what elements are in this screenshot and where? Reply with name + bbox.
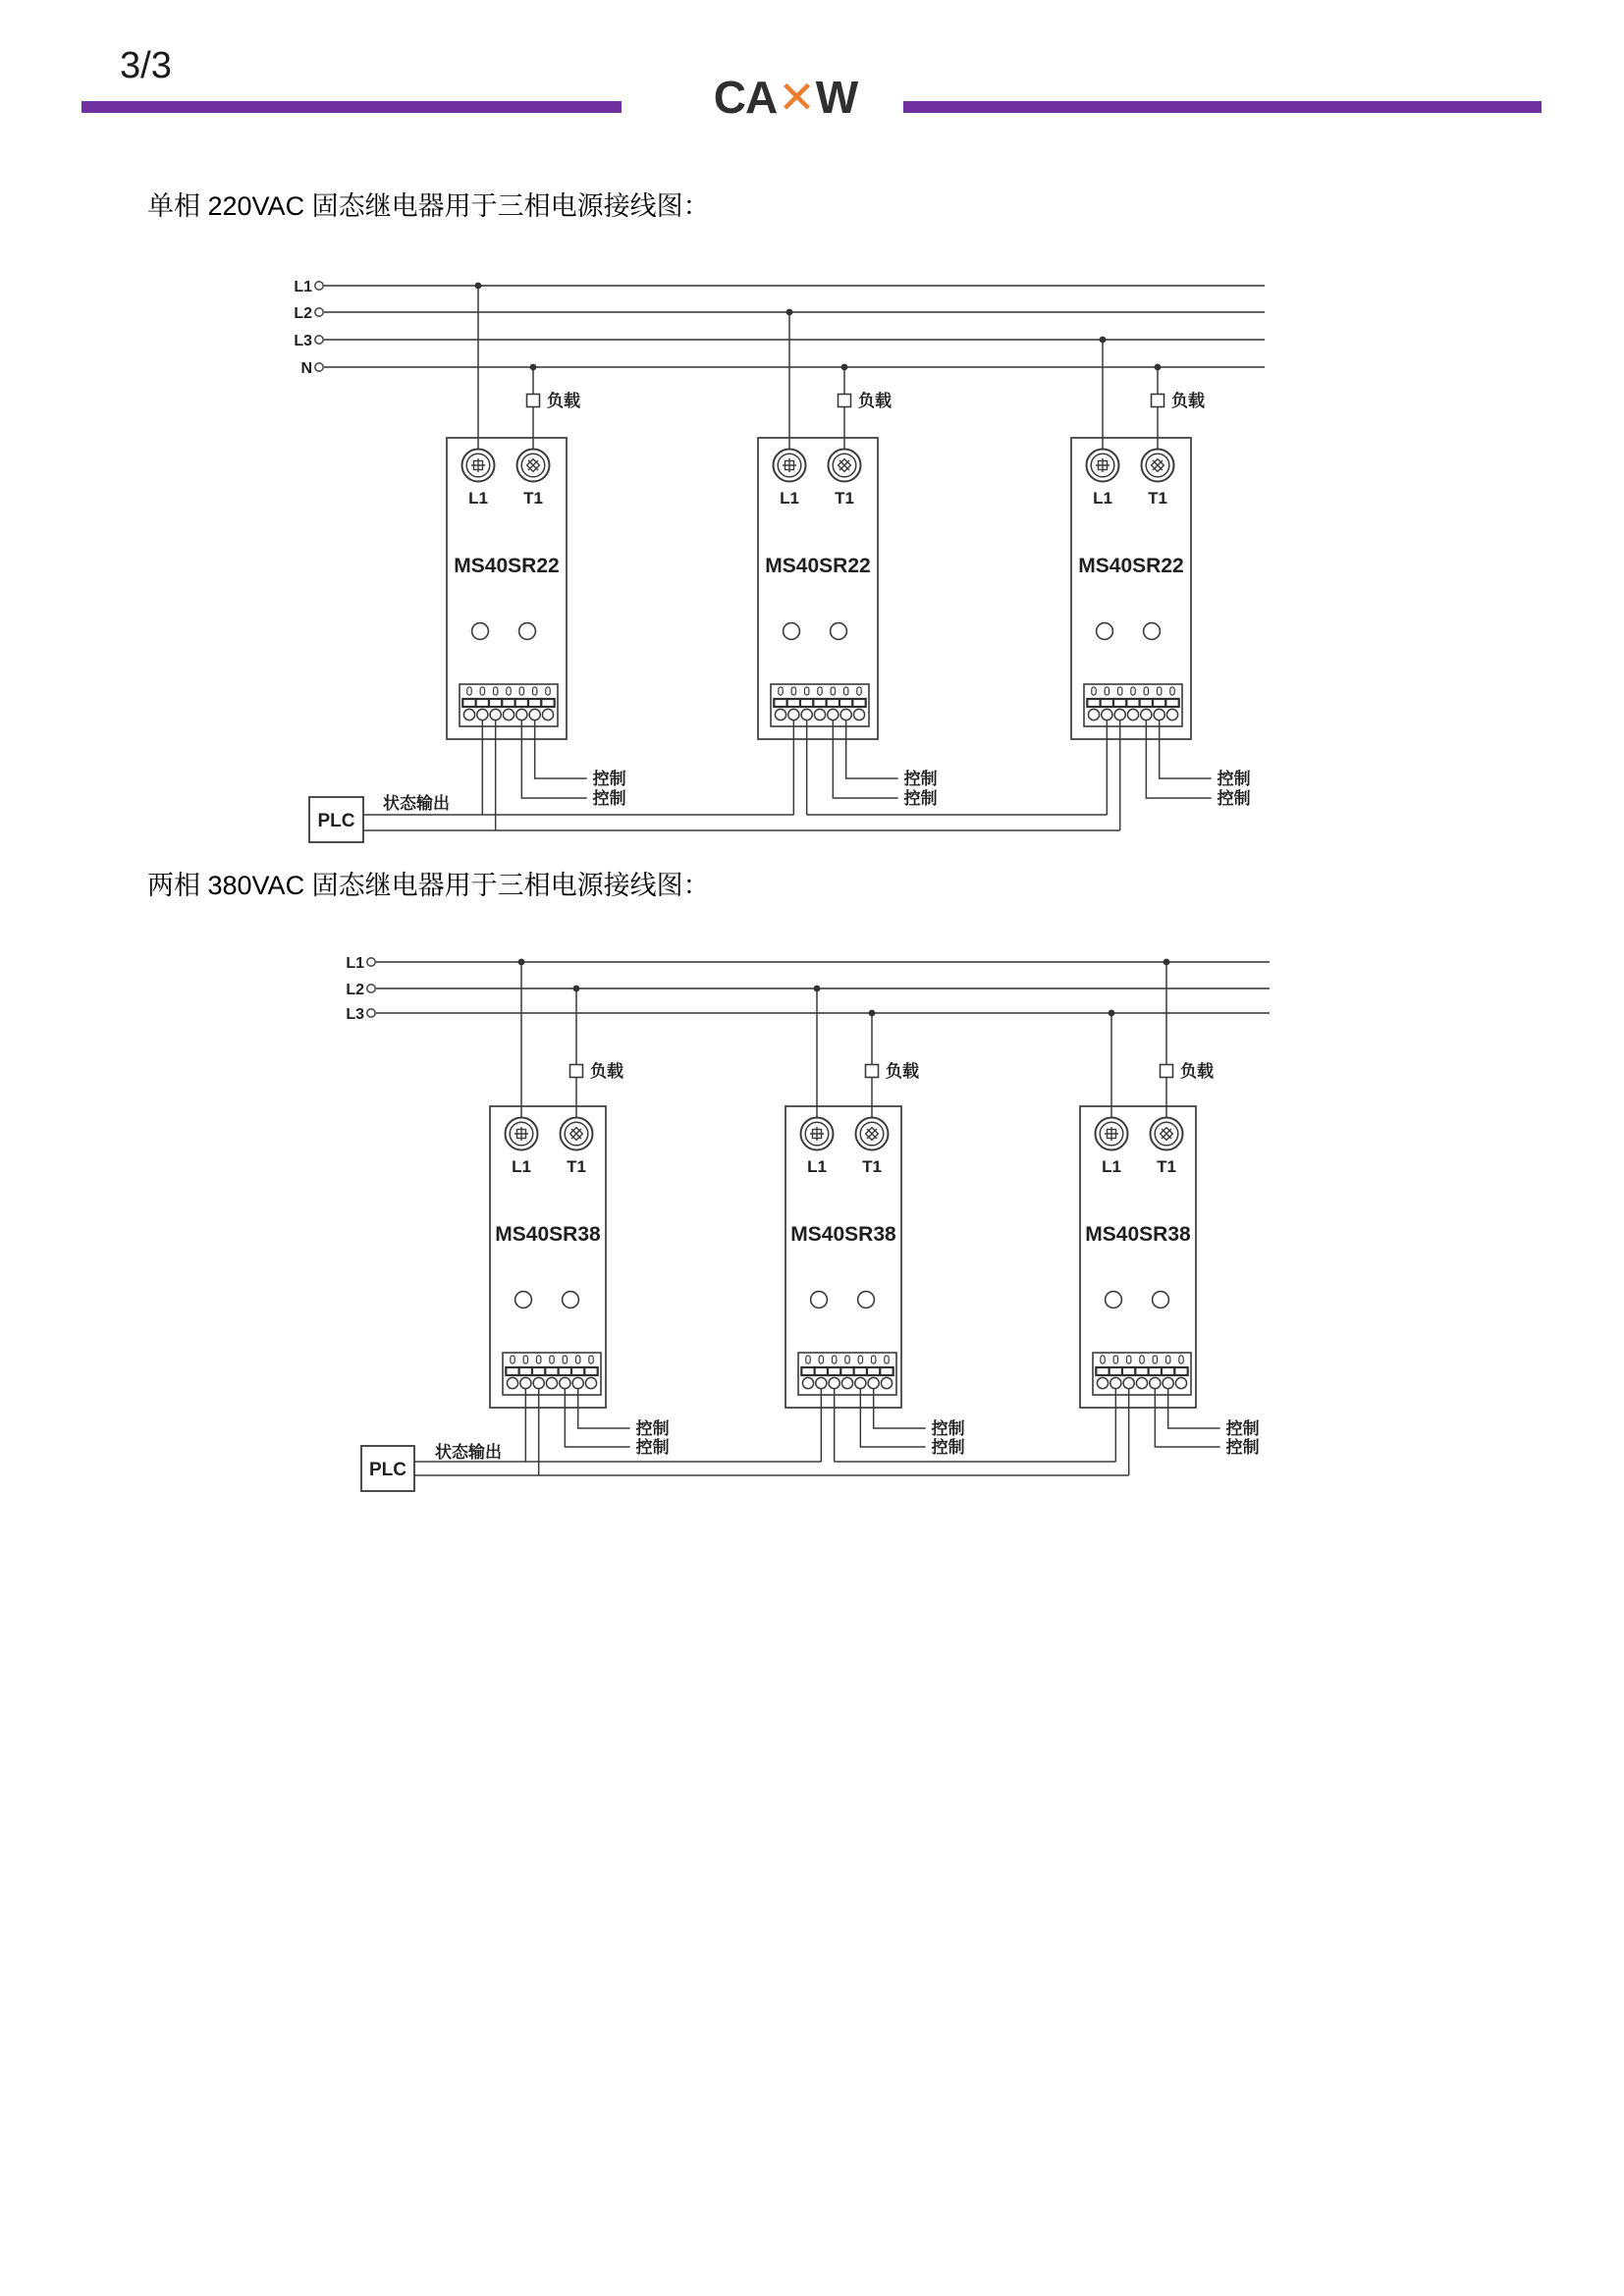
terminal-block-pin — [1117, 687, 1121, 695]
led-indicator-icon — [515, 1292, 532, 1308]
terminal-block-clamp — [854, 1367, 867, 1375]
control-label: 控制 — [903, 789, 938, 808]
terminal-block-hole — [1136, 1377, 1147, 1388]
control-label: 控制 — [1225, 1419, 1260, 1438]
led-indicator-icon — [784, 623, 800, 640]
terminal-block-hole — [1088, 709, 1099, 720]
terminal-label-t1: T1 — [567, 1157, 586, 1176]
bus-label: L1 — [294, 279, 312, 295]
terminal-block-hole — [1127, 709, 1138, 720]
tap-junction-dot — [530, 364, 537, 371]
terminal-block-pin — [575, 1356, 579, 1363]
terminal-block-hole — [520, 1377, 531, 1388]
bus-terminal-circle — [367, 985, 375, 992]
plc-label: PLC — [369, 1460, 406, 1480]
page-number: 3/3 — [120, 45, 172, 86]
screw-terminal-l1-icon — [1096, 1118, 1128, 1150]
terminal-block-clamp — [545, 1367, 558, 1375]
screw-terminal-t1-icon — [829, 450, 861, 482]
terminal-block-clamp — [1110, 1367, 1122, 1375]
terminal-block-pin — [843, 687, 847, 695]
terminal-block-hole — [802, 1377, 813, 1388]
terminal-block-hole — [585, 1377, 596, 1388]
terminal-block-pin — [532, 687, 536, 695]
terminal-block-hole — [868, 1377, 879, 1388]
terminal-label-t1: T1 — [862, 1157, 882, 1176]
screw-terminal-t1-icon — [1142, 450, 1174, 482]
screw-terminal-l1-icon — [774, 450, 806, 482]
terminal-block-clamp — [462, 699, 475, 707]
terminal-block-pin — [791, 687, 795, 695]
terminal-block-pin — [1165, 1356, 1169, 1363]
terminal-block-hole — [529, 709, 540, 720]
terminal-block-pin — [845, 1356, 849, 1363]
terminal-block-hole — [1150, 1377, 1161, 1388]
terminal-block-hole — [841, 1377, 852, 1388]
tap-junction-dot — [1155, 364, 1162, 371]
led-indicator-icon — [1144, 623, 1161, 640]
tap-junction-dot — [814, 986, 821, 992]
terminal-block-pin — [1101, 1356, 1105, 1363]
terminal-block-pin — [1092, 687, 1096, 695]
control-label: 控制 — [635, 1438, 670, 1457]
load-label: 负载 — [858, 392, 892, 410]
control-label: 控制 — [592, 789, 626, 808]
load-square-icon — [1161, 1065, 1173, 1078]
terminal-block-pin — [1126, 1356, 1130, 1363]
terminal-block-hole — [463, 709, 474, 720]
terminal-block-clamp — [800, 699, 813, 707]
terminal-block-hole — [1102, 709, 1112, 720]
terminal-block-pin — [831, 687, 835, 695]
terminal-block-pin — [480, 687, 484, 695]
led-indicator-icon — [1153, 1292, 1169, 1308]
terminal-block-hole — [788, 709, 799, 720]
terminal-block-hole — [1154, 709, 1164, 720]
control-label: 控制 — [592, 770, 626, 788]
logo-text-ca: CA — [713, 72, 778, 123]
terminal-block-hole — [572, 1377, 583, 1388]
terminal-block-clamp — [839, 699, 852, 707]
tap-junction-dot — [573, 986, 580, 992]
terminal-block-hole — [801, 709, 812, 720]
terminal-block-hole — [560, 1377, 570, 1388]
terminal-block-pin — [818, 687, 822, 695]
load-square-icon — [866, 1065, 879, 1078]
screw-terminal-l1-icon — [506, 1118, 538, 1150]
terminal-block-hole — [1166, 709, 1177, 720]
terminal-block-pin — [536, 1356, 540, 1363]
tap-junction-dot — [1109, 1010, 1115, 1017]
terminal-block-clamp — [476, 699, 489, 707]
control-label: 控制 — [903, 770, 938, 788]
terminal-label-t1: T1 — [1157, 1157, 1176, 1176]
terminal-label-l1: L1 — [512, 1157, 531, 1176]
terminal-block-pin — [467, 687, 471, 695]
led-indicator-icon — [1097, 623, 1113, 640]
terminal-block-hole — [477, 709, 488, 720]
terminal-block-pin — [546, 687, 550, 695]
bus-terminal-circle — [367, 958, 375, 966]
tap-junction-dot — [475, 283, 482, 290]
terminal-block-pin — [507, 687, 511, 695]
terminal-block-hole — [881, 1377, 892, 1388]
terminal-block-pin — [1131, 687, 1135, 695]
terminal-block-clamp — [880, 1367, 893, 1375]
terminal-block-clamp — [1174, 1367, 1187, 1375]
terminal-block-clamp — [1135, 1367, 1148, 1375]
bus-label: L3 — [346, 1006, 364, 1023]
terminal-block-pin — [1170, 687, 1174, 695]
tap-junction-dot — [1164, 959, 1170, 966]
terminal-block-clamp — [515, 699, 528, 707]
control-label: 控制 — [931, 1438, 965, 1457]
terminal-block-hole — [1110, 1377, 1121, 1388]
terminal-block-pin — [819, 1356, 823, 1363]
load-label: 负载 — [1180, 1062, 1214, 1081]
terminal-block-hole — [816, 1377, 827, 1388]
status-output-label: 状态输出 — [435, 1443, 502, 1462]
terminal-block-pin — [858, 1356, 862, 1363]
terminal-block-pin — [1179, 1356, 1183, 1363]
terminal-block-hole — [546, 1377, 557, 1388]
terminal-label-l1: L1 — [1093, 489, 1112, 507]
terminal-block-pin — [493, 687, 497, 695]
terminal-label-t1: T1 — [835, 489, 854, 507]
terminal-block-clamp — [1113, 699, 1126, 707]
terminal-block-clamp — [1140, 699, 1153, 707]
terminal-block-clamp — [541, 699, 554, 707]
terminal-block-clamp — [489, 699, 502, 707]
terminal-block-hole — [828, 709, 839, 720]
terminal-block-clamp — [787, 699, 800, 707]
load-label: 负载 — [590, 1062, 623, 1081]
terminal-block-clamp — [815, 1367, 828, 1375]
terminal-block-hole — [775, 709, 785, 720]
led-indicator-icon — [563, 1292, 579, 1308]
terminal-block-hole — [1097, 1377, 1108, 1388]
terminal-block-pin — [1105, 687, 1109, 695]
screw-terminal-l1-icon — [462, 450, 495, 482]
terminal-block-clamp — [519, 1367, 532, 1375]
terminal-label-l1: L1 — [1102, 1157, 1121, 1176]
model-label: MS40SR22 — [1078, 555, 1184, 577]
terminal-block-pin — [511, 1356, 514, 1363]
control-label: 控制 — [1225, 1438, 1260, 1457]
section-title-220vac: 单相 220VAC 固态继电器用于三相电源接线图： — [147, 191, 710, 221]
terminal-block-pin — [857, 687, 861, 695]
terminal-block-pin — [1144, 687, 1148, 695]
screw-terminal-l1-icon — [1087, 450, 1119, 482]
terminal-block-clamp — [528, 699, 541, 707]
terminal-block-hole — [542, 709, 553, 720]
terminal-block-clamp — [1096, 1367, 1109, 1375]
screw-terminal-t1-icon — [517, 450, 550, 482]
terminal-block-clamp — [571, 1367, 584, 1375]
load-square-icon — [570, 1065, 583, 1078]
terminal-block-pin — [832, 1356, 836, 1363]
terminal-block-clamp — [852, 699, 865, 707]
tap-junction-dot — [518, 959, 525, 966]
led-indicator-icon — [831, 623, 847, 640]
load-label: 负载 — [886, 1062, 919, 1081]
terminal-block-hole — [855, 1377, 866, 1388]
terminal-block-hole — [814, 709, 825, 720]
bus-label: L2 — [346, 982, 364, 998]
led-indicator-icon — [519, 623, 536, 640]
load-label: 负载 — [1171, 392, 1205, 410]
model-label: MS40SR38 — [790, 1223, 896, 1246]
bus-label: N — [300, 360, 312, 377]
model-label: MS40SR38 — [1085, 1223, 1191, 1246]
tap-junction-dot — [786, 309, 793, 316]
terminal-block-clamp — [1087, 699, 1100, 707]
terminal-block-pin — [550, 1356, 554, 1363]
load-label: 负载 — [547, 392, 580, 410]
terminal-block-clamp — [532, 1367, 545, 1375]
model-label: MS40SR22 — [765, 555, 871, 577]
terminal-label-t1: T1 — [1148, 489, 1167, 507]
load-square-icon — [527, 395, 540, 407]
terminal-block-hole — [840, 709, 851, 720]
terminal-label-l1: L1 — [807, 1157, 827, 1176]
terminal-label-l1: L1 — [780, 489, 799, 507]
terminal-block-pin — [804, 687, 808, 695]
terminal-block-pin — [523, 1356, 527, 1363]
terminal-block-clamp — [584, 1367, 597, 1375]
wiring-diagram-2 — [346, 955, 1270, 1491]
load-square-icon — [1152, 395, 1164, 407]
terminal-label-l1: L1 — [468, 489, 488, 507]
terminal-block-clamp — [502, 699, 514, 707]
section-title-380vac: 两相 380VAC 固态继电器用于三相电源接线图： — [147, 871, 710, 900]
terminal-block-hole — [516, 709, 527, 720]
terminal-block-clamp — [1122, 1367, 1135, 1375]
bus-terminal-circle — [315, 282, 323, 290]
terminal-block-pin — [589, 1356, 593, 1363]
led-indicator-icon — [811, 1292, 828, 1308]
terminal-block-clamp — [813, 699, 826, 707]
terminal-block-clamp — [828, 1367, 840, 1375]
led-indicator-icon — [1106, 1292, 1122, 1308]
bus-terminal-circle — [315, 363, 323, 371]
bus-label: L1 — [346, 955, 364, 972]
terminal-block-clamp — [1162, 1367, 1174, 1375]
bus-terminal-circle — [315, 336, 323, 344]
logo-text-w: W — [815, 72, 858, 123]
terminal-block-pin — [563, 1356, 567, 1363]
terminal-block-hole — [490, 709, 501, 720]
terminal-block-pin — [779, 687, 783, 695]
terminal-block-hole — [829, 1377, 839, 1388]
wiring-diagram-1 — [294, 279, 1265, 842]
terminal-block-hole — [1114, 709, 1125, 720]
control-label: 控制 — [1217, 770, 1251, 788]
terminal-block-clamp — [840, 1367, 853, 1375]
terminal-block-clamp — [774, 699, 786, 707]
terminal-block-clamp — [867, 1367, 880, 1375]
screw-terminal-t1-icon — [1151, 1118, 1183, 1150]
bus-label: L3 — [294, 333, 312, 349]
status-output-label: 状态输出 — [383, 794, 450, 813]
terminal-block-pin — [806, 1356, 810, 1363]
screw-terminal-l1-icon — [801, 1118, 834, 1150]
terminal-block-pin — [519, 687, 523, 695]
terminal-block-pin — [1157, 687, 1161, 695]
terminal-block-hole — [1163, 1377, 1173, 1388]
terminal-block-clamp — [506, 1367, 518, 1375]
load-square-icon — [839, 395, 851, 407]
terminal-block-clamp — [559, 1367, 571, 1375]
model-label: MS40SR22 — [454, 555, 560, 577]
plc-label: PLC — [317, 811, 355, 831]
led-indicator-icon — [858, 1292, 875, 1308]
bus-label: L2 — [294, 305, 312, 322]
terminal-block-clamp — [1153, 699, 1165, 707]
terminal-block-hole — [1175, 1377, 1186, 1388]
model-label: MS40SR38 — [495, 1223, 601, 1246]
terminal-block-pin — [885, 1356, 889, 1363]
terminal-block-hole — [533, 1377, 544, 1388]
terminal-block-clamp — [1126, 699, 1139, 707]
terminal-block-clamp — [1101, 699, 1113, 707]
led-indicator-icon — [472, 623, 489, 640]
terminal-block-hole — [503, 709, 514, 720]
bus-terminal-circle — [367, 1009, 375, 1017]
terminal-block-hole — [1123, 1377, 1134, 1388]
terminal-block-clamp — [827, 699, 839, 707]
control-label: 控制 — [931, 1419, 965, 1438]
terminal-block-clamp — [801, 1367, 814, 1375]
terminal-block-pin — [1113, 1356, 1117, 1363]
terminal-block-hole — [853, 709, 864, 720]
bus-terminal-circle — [315, 308, 323, 316]
terminal-block-pin — [1140, 1356, 1144, 1363]
control-label: 控制 — [635, 1419, 670, 1438]
terminal-block-pin — [871, 1356, 875, 1363]
screw-terminal-t1-icon — [561, 1118, 593, 1150]
terminal-block-clamp — [1165, 699, 1178, 707]
terminal-block-clamp — [1149, 1367, 1162, 1375]
logo-x-icon: ✕ — [778, 72, 815, 123]
screw-terminal-t1-icon — [856, 1118, 889, 1150]
tap-junction-dot — [869, 1010, 876, 1017]
control-label: 控制 — [1217, 789, 1251, 808]
terminal-label-t1: T1 — [523, 489, 543, 507]
tap-junction-dot — [1100, 337, 1107, 344]
terminal-block-pin — [1153, 1356, 1157, 1363]
tap-junction-dot — [841, 364, 848, 371]
terminal-block-hole — [507, 1377, 517, 1388]
terminal-block-hole — [1141, 709, 1152, 720]
